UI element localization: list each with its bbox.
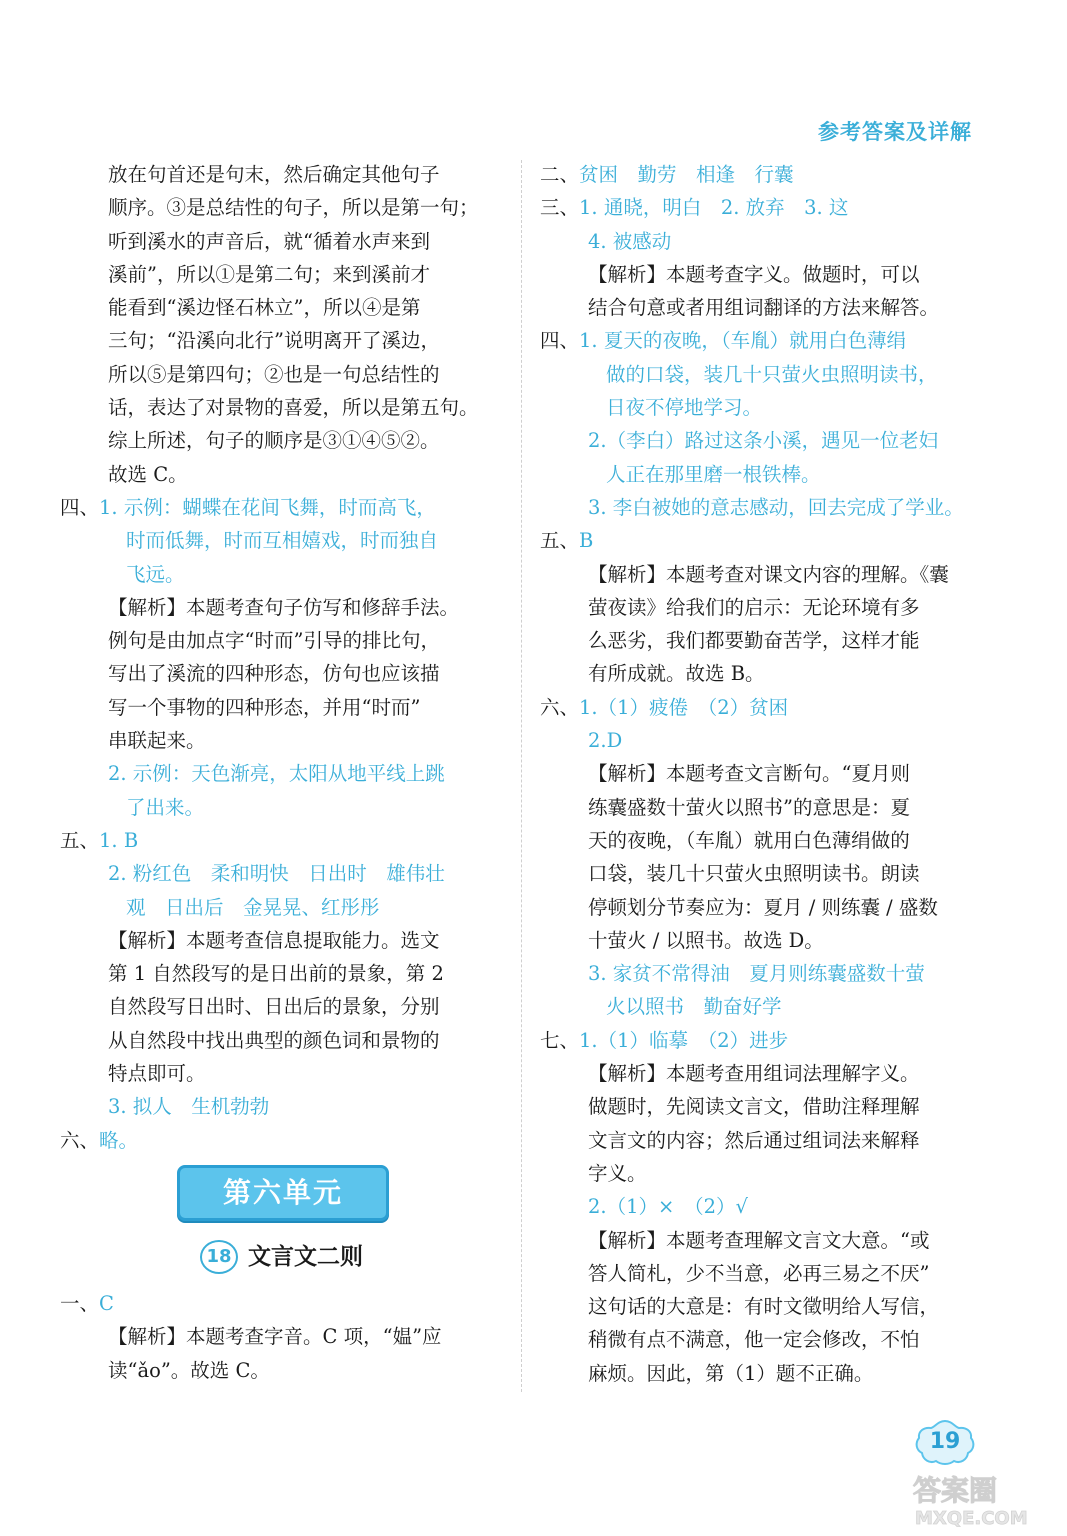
lesson-heading <box>200 1237 500 1277</box>
analysis-text: 【解析】本题考查文言断句。“夏月则 <box>588 762 910 786</box>
lesson-question-1 <box>60 1287 500 1387</box>
answer-text: C <box>99 1291 114 1315</box>
answer-text: 3. 家贫不常得油 夏月则练囊盛数十萤 <box>588 962 925 986</box>
analysis-text: 麻烦。因此，第（1）题不正确。 <box>588 1361 874 1385</box>
analysis-text: 这句话的大意是：有时文徵明给人写信， <box>588 1295 940 1319</box>
question-label: 三、 <box>540 196 580 220</box>
watermark-line-2: MXQE.COM <box>915 1508 1028 1529</box>
answer-text: 做的口袋，装几十只萤火虫照明读书， <box>606 362 938 386</box>
watermark-logo <box>905 1470 1055 1530</box>
analysis-text: 天的夜晚，（车胤）就用白色薄绢做的 <box>588 828 910 852</box>
answer-text: 火以照书 勤奋好学 <box>606 995 782 1019</box>
page-header-title: 参考答案及详解 <box>818 120 972 144</box>
text-line: 故选 C。 <box>108 462 188 486</box>
answer-text: 2.（1）× （2）√ <box>588 1195 748 1219</box>
lesson-number: 18 <box>200 1240 238 1274</box>
analysis-text: 【解析】本题考查信息提取能力。选文 <box>108 928 440 952</box>
analysis-text: 口袋，装几十只萤火虫照明读书。朗读 <box>588 862 920 886</box>
question-label: 七、 <box>540 1028 580 1052</box>
text-line: 放在句首还是句末，然后确定其他句子 <box>108 163 440 186</box>
answer-text: 略。 <box>99 1128 139 1152</box>
analysis-text: 答人简札，少不当意，必再三易之不厌” <box>588 1261 930 1285</box>
analysis-text: 【解析】本题考查理解文言文大意。“或 <box>588 1228 930 1252</box>
answer-text: 人正在那里磨一根铁棒。 <box>606 462 821 486</box>
analysis-text: 么恶劣，我们都要勤奋苦学，这样才能 <box>588 629 920 653</box>
page-number: 19 <box>929 1429 961 1454</box>
question-label: 二、 <box>540 163 580 186</box>
analysis-text: 结合句意或者用组词翻译的方法来解答。 <box>588 296 940 320</box>
answer-text: 飞远。 <box>126 562 185 586</box>
text-line: 综上所述，句子的顺序是③①④⑤②。 <box>108 429 440 453</box>
answer-text: 观 日出后 金晃晃、红彤彤 <box>126 895 380 919</box>
text-line: 所以⑤是第四句；②也是一句总结性的 <box>108 362 440 386</box>
answer-text: 2.（李白）路过这条小溪，遇见一位老妇 <box>588 429 939 453</box>
answer-text: 1. 示例：蝴蝶在花间飞舞，时而高飞， <box>99 495 436 519</box>
answer-text: 1. 通晓，明白 2. 放弃 3. 这 <box>579 196 849 220</box>
answer-text: 4. 被感动 <box>588 229 672 253</box>
answer-text: 2.D <box>588 729 623 753</box>
analysis-text: 做题时，先阅读文言文，借助注释理解 <box>588 1095 920 1119</box>
analysis-text: 文言文的内容；然后通过组词法来解释 <box>588 1128 920 1152</box>
analysis-text: 【解析】本题考查字音。C 项，“媪”应 <box>108 1325 442 1349</box>
text-line: 溪前”，所以①是第二句；来到溪前才 <box>108 262 430 286</box>
answer-text: 了出来。 <box>126 795 205 819</box>
question-label: 六、 <box>60 1128 100 1152</box>
answer-text: 2. 示例：天色渐亮，太阳从地平线上跳 <box>108 762 445 786</box>
text-line: 能看到“溪边怪石林立”，所以④是第 <box>108 296 421 320</box>
analysis-text: 特点即可。 <box>108 1062 206 1086</box>
unit-title-badge: 第六单元 <box>177 1165 389 1221</box>
answer-text: 3. 拟人 生机勃勃 <box>108 1095 270 1119</box>
question-label: 五、 <box>540 529 580 553</box>
analysis-text: 有所成就。故选 B。 <box>588 662 765 686</box>
analysis-text: 【解析】本题考查用组词法理解字义。 <box>588 1062 920 1086</box>
analysis-text: 读“ǎo”。故选 C。 <box>108 1358 270 1382</box>
left-column <box>60 158 500 1387</box>
page-number-badge <box>912 1418 978 1466</box>
watermark-icon <box>905 1470 1055 1530</box>
answer-text: B <box>579 529 594 553</box>
question-6 <box>60 1124 500 1157</box>
question-label: 四、 <box>540 329 580 353</box>
answer-text: 贫困 勤劳 相逢 行囊 <box>579 163 794 186</box>
analysis-text: 串联起来。 <box>108 729 206 753</box>
analysis-text: 写出了溪流的四种形态，仿句也应该描 <box>108 662 440 686</box>
answer-text: 1.（1）临摹 （2）进步 <box>579 1028 789 1052</box>
column-divider <box>521 160 522 1392</box>
answer-text: 时而低舞，时而互相嬉戏，时而独自 <box>126 529 439 553</box>
text-line: 顺序。③是总结性的句子，所以是第一句； <box>108 196 479 220</box>
question-label: 六、 <box>540 695 580 719</box>
analysis-text: 从自然段中找出典型的颜色词和景物的 <box>108 1028 440 1052</box>
text-line: 听到溪水的声音后，就“循着水声来到 <box>108 229 430 253</box>
text-line: 话，表达了对景物的喜爱，所以是第五句。 <box>108 396 479 420</box>
watermark-line-1: 答案圈 <box>913 1474 998 1507</box>
answer-text: 3. 李白被她的意志感动，回去完成了学业。 <box>588 495 964 519</box>
continued-analysis <box>60 158 500 491</box>
lesson-title: 文言文二则 <box>248 1243 363 1270</box>
analysis-text: 停顿划分节奏应为：夏月 / 则练囊 / 盛数 <box>588 895 938 919</box>
analysis-text: 第 1 自然段写的是日出前的景象，第 2 <box>108 962 444 986</box>
analysis-text: 自然段写日出时、日出后的景象，分别 <box>108 995 440 1019</box>
analysis-text: 稍微有点不满意，他一定会修改，不怕 <box>588 1328 920 1352</box>
question-label: 一、 <box>60 1291 100 1315</box>
right-column <box>540 158 985 1390</box>
answer-text: 1.（1）疲倦 （2）贫困 <box>579 695 789 719</box>
answer-text: 2. 粉红色 柔和明快 日出时 雄伟壮 <box>108 862 445 886</box>
analysis-text: 【解析】本题考查句子仿写和修辞手法。 <box>108 595 460 619</box>
answer-text: 日夜不停地学习。 <box>606 396 763 420</box>
question-label: 四、 <box>60 495 100 519</box>
analysis-text: 写一个事物的四种形态，并用“时而” <box>108 695 421 719</box>
analysis-text: 【解析】本题考查字义。做题时，可以 <box>588 262 920 286</box>
answer-text: 1. 夏天的夜晚，（车胤）就用白色薄绢 <box>579 329 907 353</box>
question-5 <box>60 824 500 1124</box>
question-label: 五、 <box>60 828 100 852</box>
analysis-text: 萤夜读》给我们的启示：无论环境有多 <box>588 595 920 619</box>
analysis-text: 十萤火 / 以照书。故选 D。 <box>588 928 824 952</box>
analysis-text: 字义。 <box>588 1161 647 1185</box>
analysis-text: 【解析】本题考查对课文内容的理解。《囊 <box>588 562 949 586</box>
question-4 <box>60 491 500 824</box>
analysis-text: 练囊盛数十萤火以照书”的意思是：夏 <box>588 795 910 819</box>
answer-text: 1. B <box>99 828 139 852</box>
text-line: 三句；“沿溪向北行”说明离开了溪边， <box>108 329 440 353</box>
analysis-text: 例句是由加点字“时而”引导的排比句， <box>108 629 440 653</box>
